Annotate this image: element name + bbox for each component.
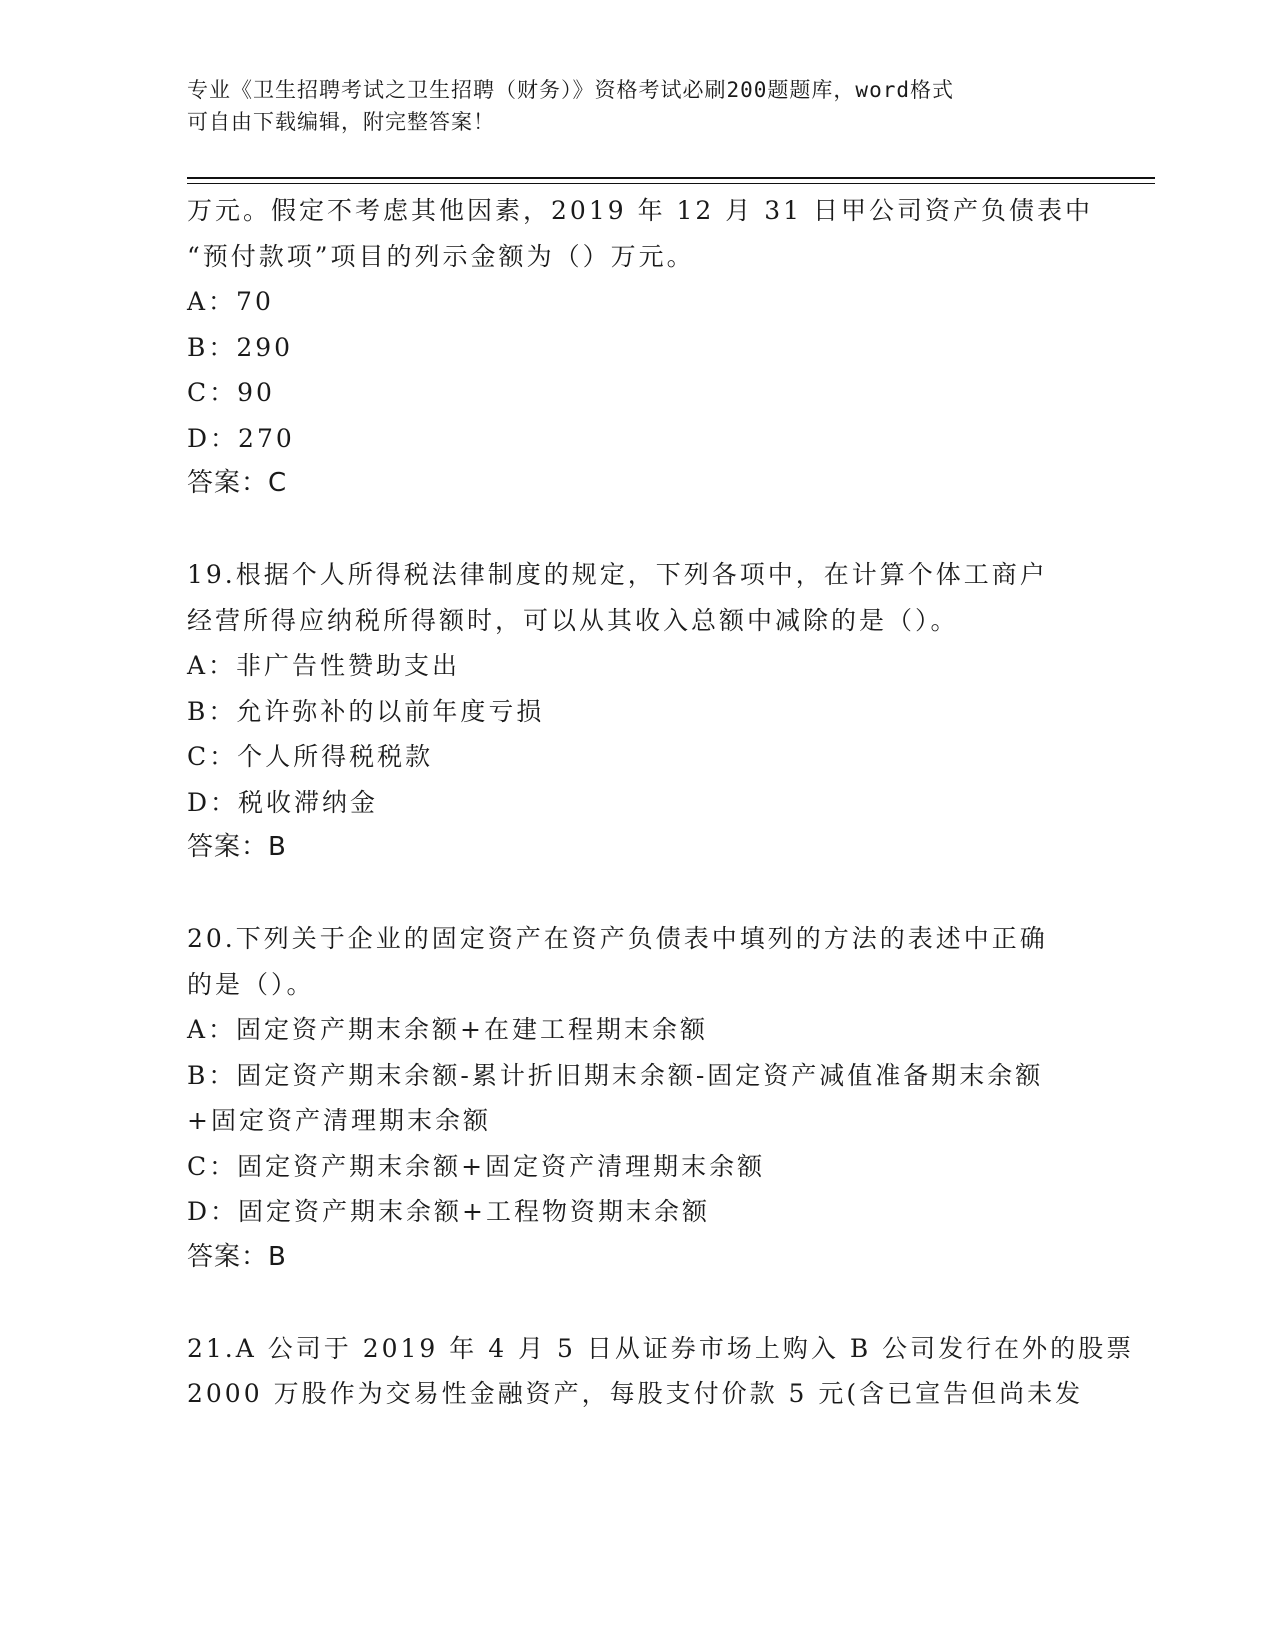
answer: 答案：B: [187, 1241, 287, 1272]
question-20: [187, 916, 1087, 1280]
option-c: C：固定资产期末余额+固定资产清理期末余额: [187, 1151, 766, 1181]
option-d: D：税收滞纳金: [187, 787, 379, 817]
question-stem: 21.A 公司于 2019 年 4 月 5 日从证券市场上购入 B 公司发行在外的股票: [187, 1333, 1135, 1363]
option-a: A：非广告性赞助支出: [187, 651, 461, 680]
option-a: A：固定资产期末余额+在建工程期末余额: [187, 1015, 709, 1044]
option-b: B：允许弥补的以前年度亏损: [187, 696, 545, 726]
header-divider: [187, 177, 1155, 179]
question-list: [187, 188, 1135, 1417]
header-title-line-1: 专业《卫生招聘考试之卫生招聘（财务）》资格考试必刷200题题库，word格式: [187, 78, 954, 102]
answer: 答案：C: [187, 468, 288, 498]
question-18: [187, 188, 1093, 507]
question-stem: 万元。假定不考虑其他因素，2019 年 12 月 31 日甲公司资产负债表中: [187, 196, 1093, 225]
question-stem: “预付款项”项目的列示金额为（）万元。: [187, 241, 695, 271]
question-stem: 2000 万股作为交易性金融资产，每股支付价款 5 元(含已宣告但尚未发: [187, 1379, 1084, 1408]
question-21: [187, 1326, 1135, 1417]
question-19: [187, 552, 1087, 871]
option-b: B：290: [187, 332, 294, 362]
option-b-continued: +固定资产清理期末余额: [187, 1106, 491, 1135]
document-header: [187, 74, 1067, 138]
question-stem: 经营所得应纳税所得额时，可以从其收入总额中减除的是（）。: [187, 605, 959, 635]
question-stem: 20.下列关于企业的固定资产在资产负债表中填列的方法的表述中正确: [187, 924, 1048, 953]
question-stem: 的是（）。: [187, 969, 315, 999]
option-d: D：270: [187, 423, 295, 453]
question-stem: 19.根据个人所得税法律制度的规定，下列各项中，在计算个体工商户: [187, 560, 1048, 589]
option-b: B：固定资产期末余额-累计折旧期末余额-固定资产减值准备期末余额: [187, 1060, 1044, 1090]
header-divider-thin: [187, 183, 1155, 184]
answer: 答案：B: [187, 832, 287, 862]
option-a: A：70: [187, 287, 274, 316]
option-d: D：固定资产期末余额+工程物资期末余额: [187, 1197, 710, 1226]
option-c: C：个人所得税税款: [187, 742, 434, 771]
header-title-line-2: 可自由下载编辑，附完整答案！: [187, 110, 495, 134]
option-c: C：90: [187, 378, 275, 407]
